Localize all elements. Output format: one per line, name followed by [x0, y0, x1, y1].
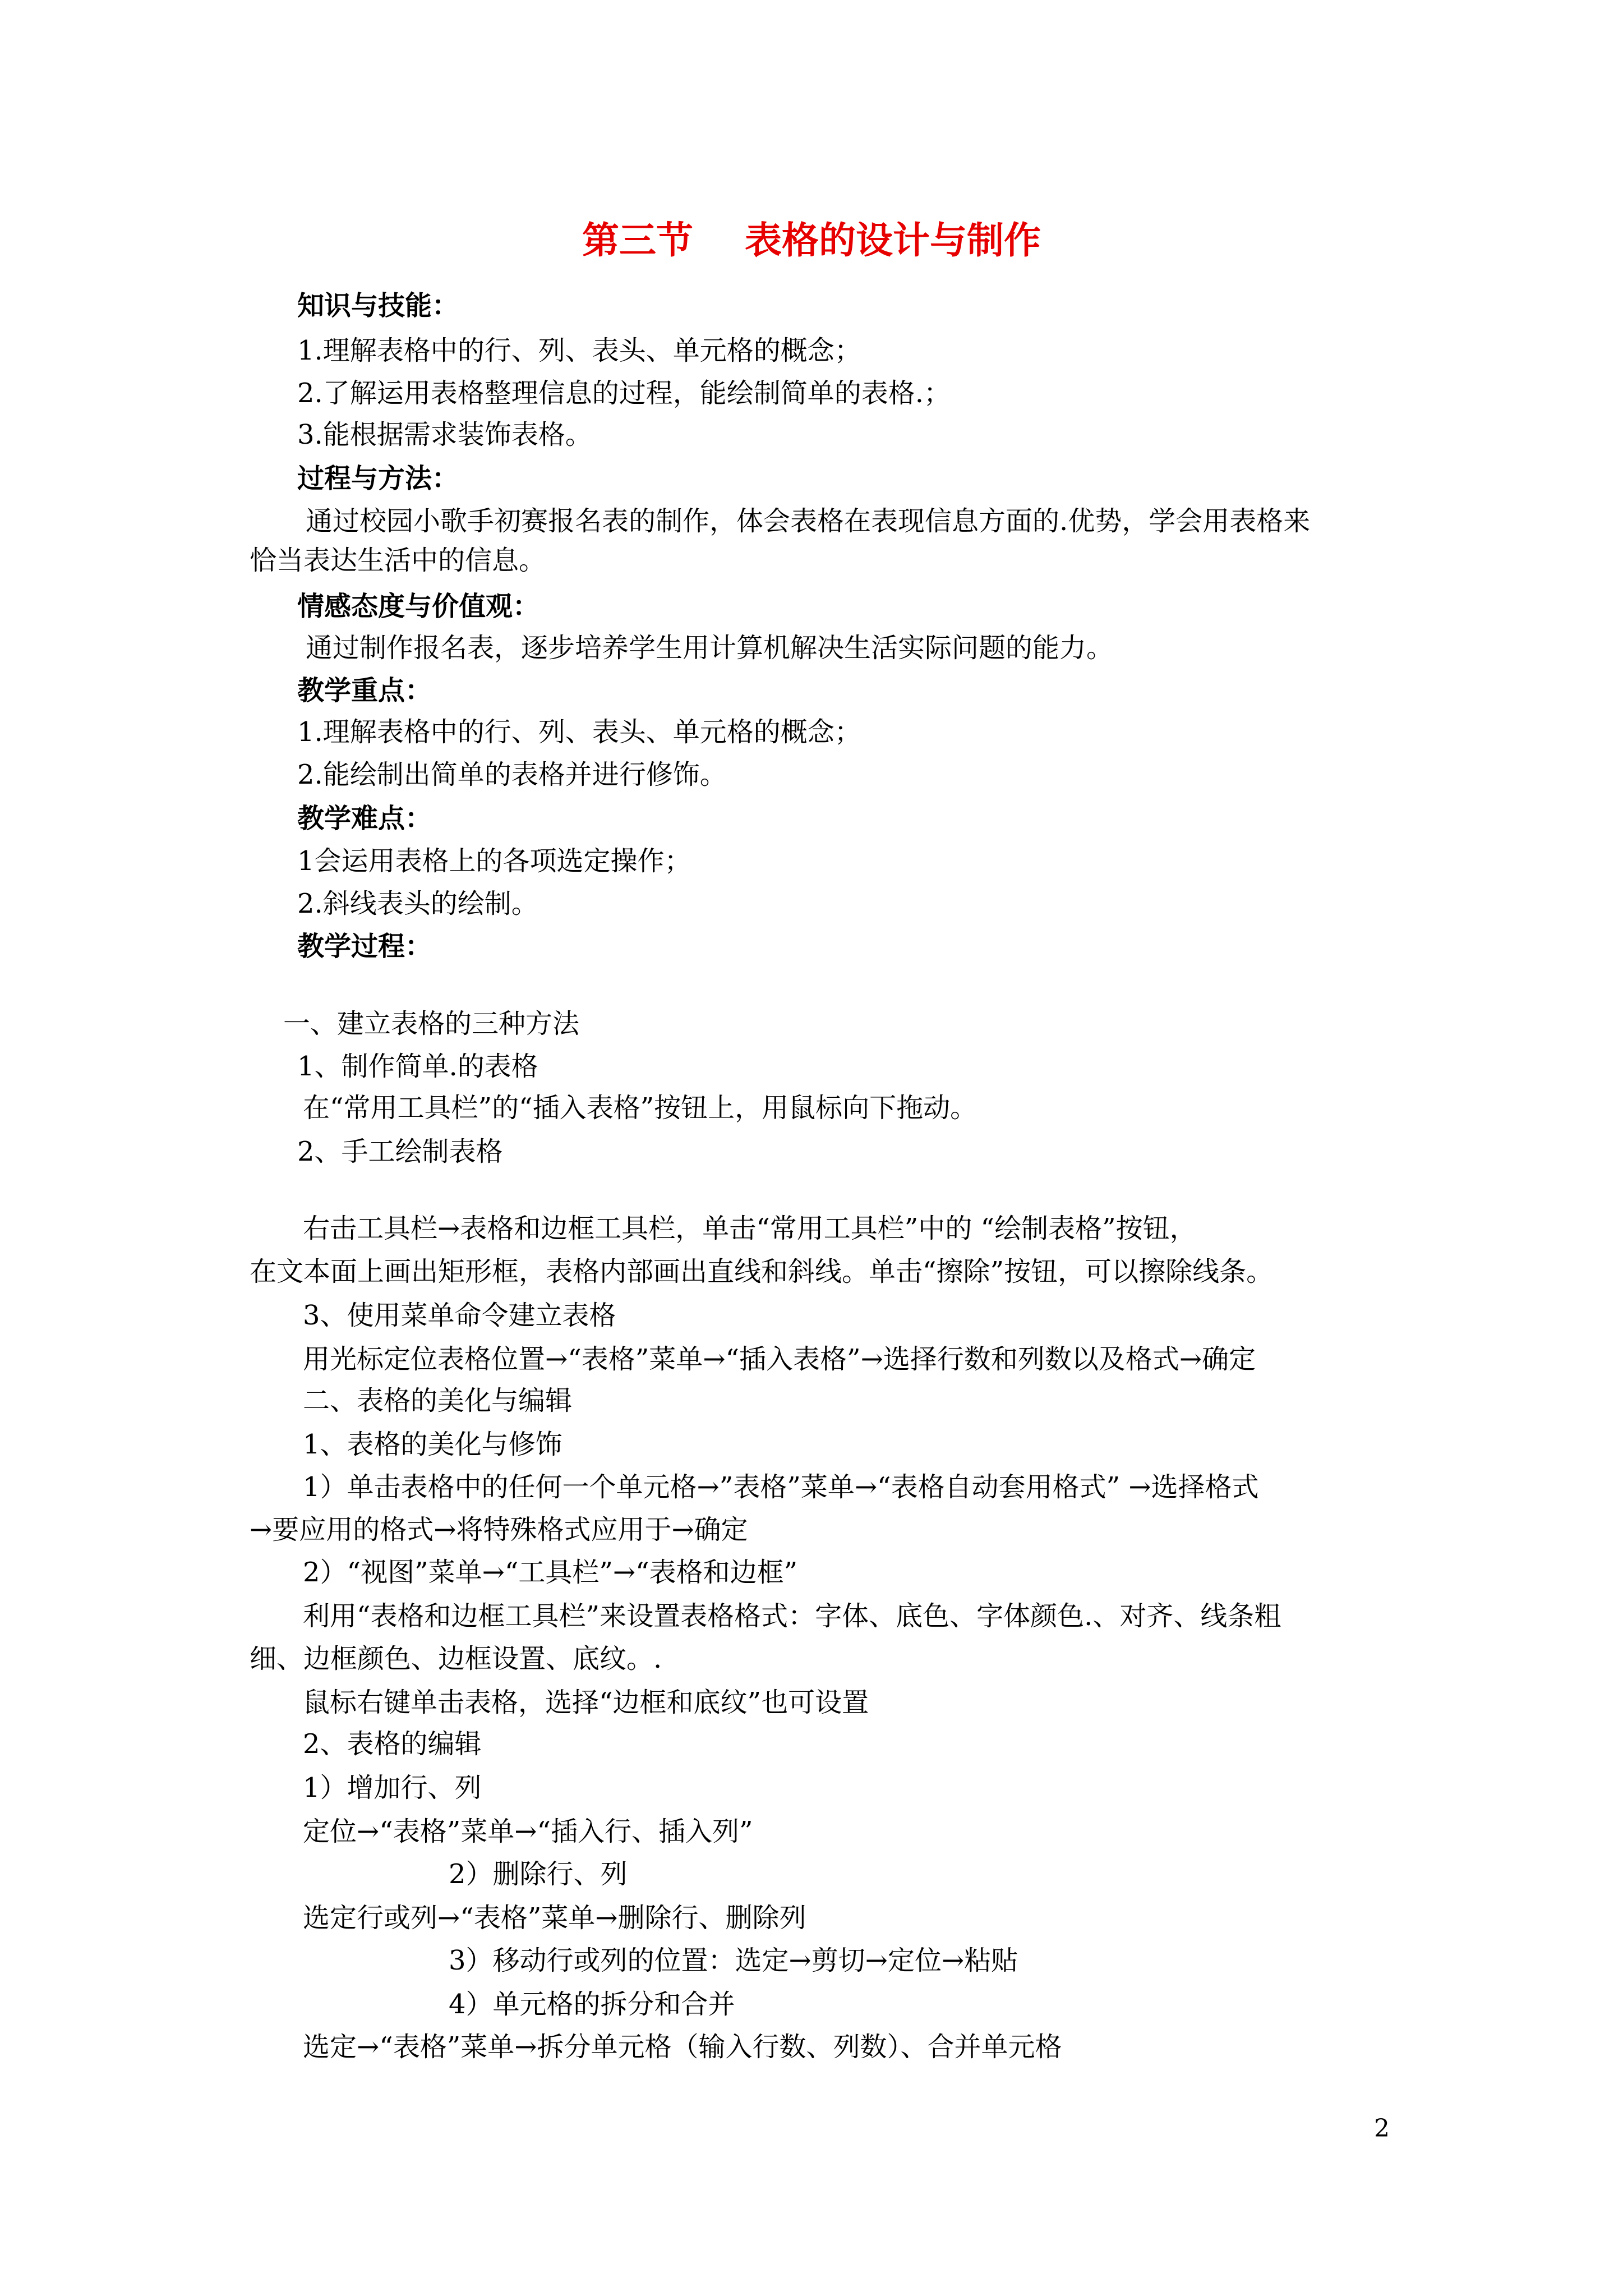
page-title: 第三节 表格的设计与制作	[582, 218, 1041, 262]
page-number: 2	[1374, 2114, 1390, 2143]
body-text-line: 二、表格的美化与编辑	[303, 1385, 573, 1416]
body-text-line: 1.理解表格中的行、列、表头、单元格的概念；	[297, 716, 861, 748]
body-text-line: 在文本面上画出矩形框，表格内部画出直线和斜线。单击“擦除”按钮，可以擦除线条。	[250, 1256, 1274, 1287]
section-heading: 教学难点：	[297, 803, 432, 834]
body-text-line: 选定→“表格”菜单→拆分单元格（输入行数、列数）、合并单元格	[303, 2031, 1062, 2063]
body-text-line: 利用“表格和边框工具栏”来设置表格格式：字体、底色、字体颜色.、对齐、线条粗	[303, 1600, 1281, 1632]
body-text-line: 鼠标右键单击表格，选择“边框和底纹”也可设置	[303, 1687, 869, 1718]
body-text-line: 3、使用菜单命令建立表格	[303, 1300, 616, 1331]
body-text-line: 细、边框颜色、边框设置、底纹。.	[250, 1643, 662, 1674]
body-text-line: 1、制作简单.的表格	[297, 1051, 538, 1082]
body-text-line: 1会运用表格上的各项选定操作；	[297, 845, 691, 877]
body-text-line: 一、建立表格的三种方法	[283, 1008, 580, 1039]
body-text-line: 1、表格的美化与修饰	[303, 1429, 562, 1460]
body-text-line: 2）“视图”菜单→“工具栏”→“表格和边框”	[303, 1557, 798, 1588]
body-text-line: 3）移动行或列的位置：选定→剪切→定位→粘贴	[449, 1945, 1018, 1976]
body-text-line: 2.了解运用表格整理信息的过程，能绘制简单的表格.；	[297, 378, 951, 409]
section-heading: 教学重点：	[297, 675, 432, 706]
body-text-line: 2.斜线表头的绘制。	[297, 888, 538, 919]
body-text-line: 通过制作报名表，逐步培养学生用计算机解决生活实际问题的能力。	[306, 632, 1114, 664]
body-text-line: 选定行或列→“表格”菜单→删除行、删除列	[303, 1902, 806, 1934]
body-text-line: 2、手工绘制表格	[297, 1136, 503, 1167]
body-text-line: 2）删除行、列	[449, 1858, 628, 1890]
body-text-line: 定位→“表格”菜单→“插入行、插入列”	[303, 1816, 753, 1847]
section-heading: 知识与技能：	[297, 290, 459, 321]
body-text-line: 2、表格的编辑	[303, 1728, 482, 1760]
body-text-line: 1.理解表格中的行、列、表头、单元格的概念；	[297, 335, 861, 366]
body-text-line: 通过校园小歌手初赛报名表的制作，体会表格在表现信息方面的.优势，学会用表格来	[306, 505, 1311, 537]
body-text-line: 右击工具栏→表格和边框工具栏，单击“常用工具栏”中的 “绘制表格”按钮，	[303, 1213, 1197, 1244]
section-heading: 情感态度与价值观：	[297, 591, 540, 622]
body-text-line: 在“常用工具栏”的“插入表格”按钮上，用鼠标向下拖动。	[303, 1092, 978, 1124]
body-text-line: 2.能绘制出简单的表格并进行修饰。	[297, 759, 727, 790]
body-text-line: 3.能根据需求装饰表格。	[297, 419, 592, 450]
section-heading: 教学过程：	[297, 931, 432, 962]
section-heading: 过程与方法：	[297, 463, 459, 494]
body-text-line: 用光标定位表格位置→“表格”菜单→“插入表格”→选择行数和列数以及格式→确定	[303, 1343, 1256, 1375]
body-text-line: 4）单元格的拆分和合并	[449, 1989, 735, 2020]
body-text-line: →要应用的格式→将特殊格式应用于→确定	[250, 1514, 748, 1545]
body-text-line: 1）增加行、列	[303, 1772, 482, 1803]
body-text-line: 1）单击表格中的任何一个单元格→”表格”菜单→“表格自动套用格式” →选择格式	[303, 1471, 1259, 1503]
body-text-line: 恰当表达生活中的信息。	[250, 545, 546, 576]
